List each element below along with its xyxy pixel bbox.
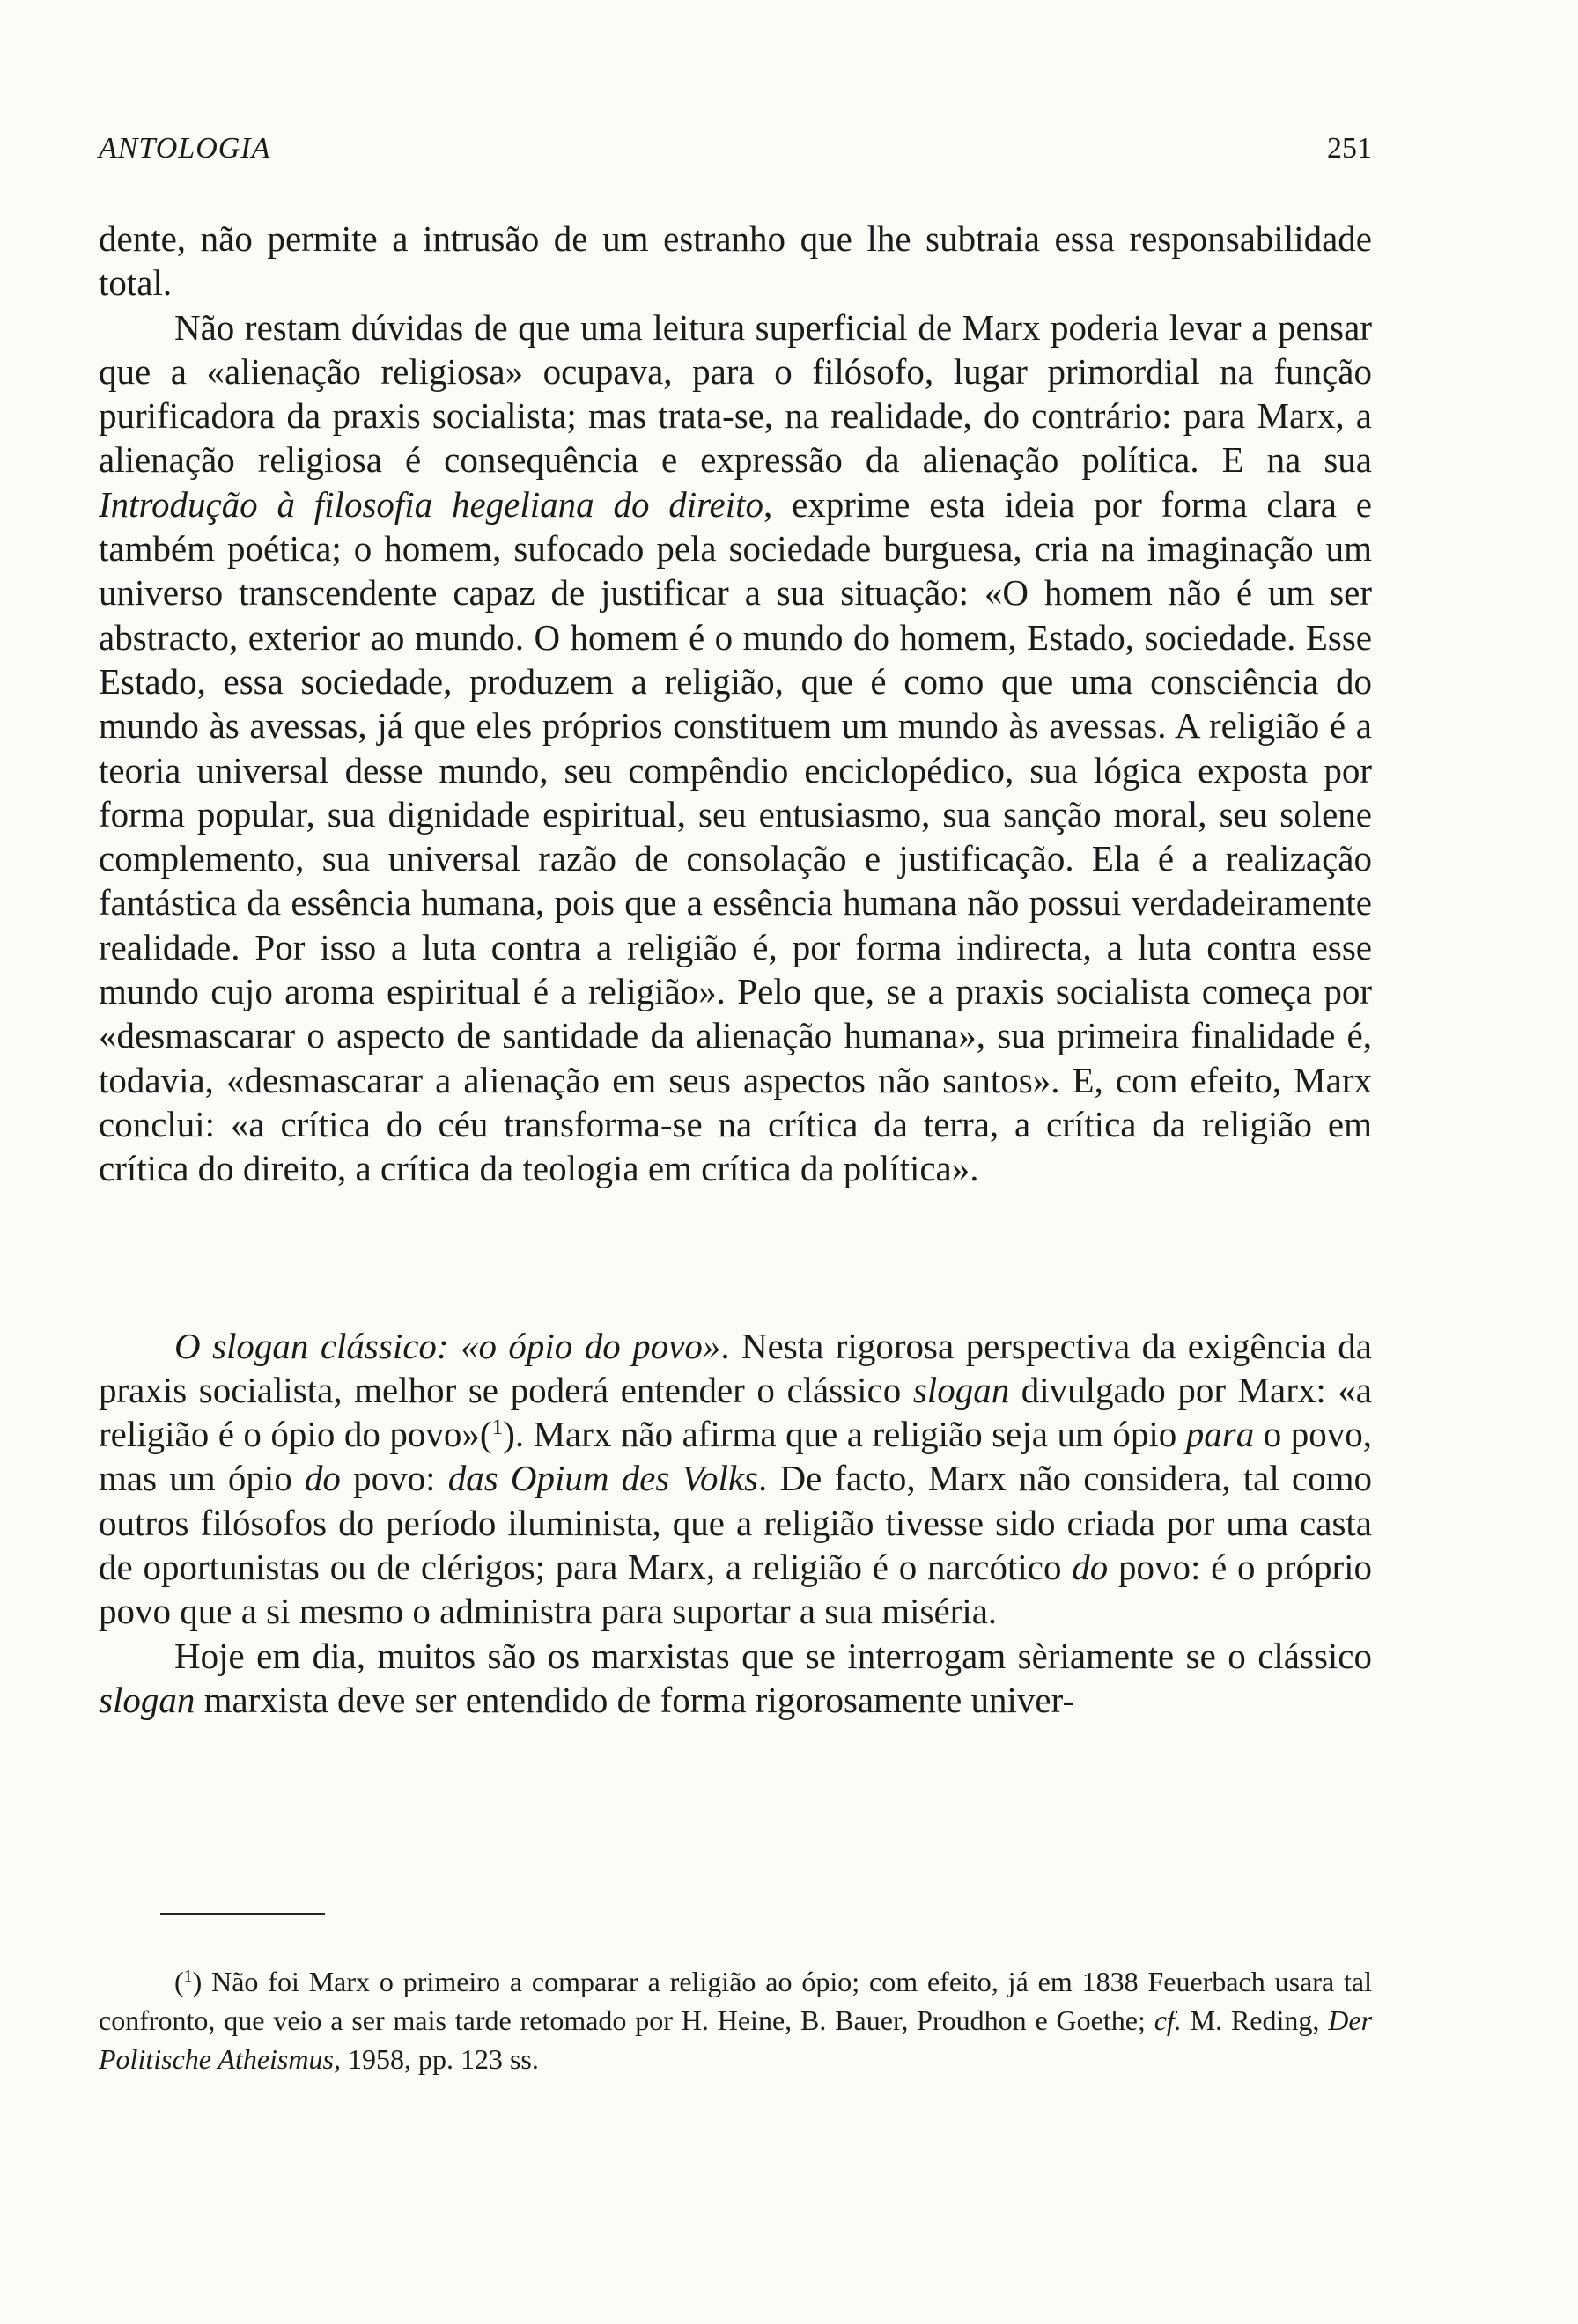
- paragraph: [99, 305, 1372, 1191]
- text-run: . De facto, Marx não considera, tal como outros filósofos do período iluminista, que a religião tivesse sido criada por uma casta de oportunistas ou de clérigos; para Marx, a religião é o narcótico: [99, 1458, 1372, 1588]
- text-run: . Nesta rigorosa perspectiva da exigência da praxis socialista, melhor se poderá entender o clássico: [99, 1325, 1372, 1410]
- text-run: M. Reding,: [1181, 2004, 1329, 2036]
- text-run: povo: é o próprio povo que a si mesmo o administra para suportar a sua miséria.: [99, 1547, 1372, 1632]
- footnote-marker: 1: [491, 1415, 504, 1440]
- italic-text: cf.: [1154, 2004, 1182, 2036]
- text-run: Não restam dúvidas de que uma leitura superficial de Marx poderia levar a pensar que a «alienação religiosa» ocupava, para o filósofo, lugar primordial na função purificadora da praxis socialista; mas trata-se, na realidade, do contrário: para Marx, a alienação religiosa é consequência e expressão da alienação política. E na sua: [99, 306, 1372, 481]
- page-number: 251: [1327, 132, 1372, 165]
- italic-text: slogan: [99, 1679, 195, 1720]
- text-run: , exprime esta ideia por forma clara e também poética; o homem, sufocado pela sociedade burguesa, cria na imaginação um universo transcendente capaz de justificar a sua situação: «O homem não é um ser abstracto, exterior ao mundo. O homem é o mundo do homem, Estado, sociedade. Esse Estado, essa sociedade, produzem a religião, que é como que uma consciência do mundo às avessas, já que eles próprios constituem um mundo às avessas. A religião é a teoria universal desse mundo, seu compêndio enciclopédico, sua lógica exposta por forma popular, sua dignidade espiritual, seu entusiasmo, sua sanção moral, seu solene complemento, sua universal razão de consolação e justificação. Ela é a realização fantástica da essência humana, pois que a essência humana não possui verdadeiramente realidade. Por isso a luta contra a religião é, por forma indirecta, a luta contra esse mundo cujo aroma espiritual é a religião». Pelo que, se a praxis socialista começa por «desmascarar o aspecto de santidade da alienação humana», sua primeira finalidade é, todavia, «desmascarar a alienação em seus aspectos não santos». E, com efeito, Marx conclui: «a crítica do céu transforma-se na crítica da terra, a crítica da religião em crítica do direito, a crítica da teologia em crítica da política».: [99, 483, 1372, 1189]
- italic-text: das Opium des Volks: [447, 1458, 759, 1499]
- italic-text: do: [304, 1458, 341, 1499]
- text-run: marxista deve ser entendido de forma rigorosamente univer-: [195, 1679, 1075, 1720]
- italic-text: para: [1185, 1414, 1255, 1455]
- text-run: povo:: [340, 1458, 448, 1499]
- text-run: Hoje em dia, muitos são os marxistas que se interrogam sèriamente se o clássico: [174, 1635, 1372, 1676]
- text-run: ) Não foi Marx o primeiro a comparar a religião ao ópio; com efeito, já em 1838 Feuerbach usara tal confronto, que veio a ser mais tarde retomado por H. Heine, B. Bauer, Proudhon e Goethe;: [99, 1966, 1372, 2036]
- italic-text: O slogan: [174, 1325, 321, 1366]
- footnote: [99, 1962, 1372, 2078]
- italic-text: Der Politische Atheismus: [99, 2004, 1373, 2075]
- italic-text: slogan: [912, 1369, 1010, 1410]
- text-run: (: [174, 1966, 184, 1997]
- text-run: o povo, mas um ópio: [99, 1414, 1372, 1499]
- text-run: ). Marx não afirma que a religião seja um ópio: [503, 1414, 1186, 1455]
- text-run: dente, não permite a intrusão de um estranho que lhe subtraia essa responsabilidade total.: [99, 218, 1372, 304]
- italic-text: Introdução à filosofia hegeliana do direito: [99, 483, 764, 525]
- italic-text: clássico: «o ópio do povo»: [320, 1325, 721, 1366]
- paragraph: [99, 1634, 1372, 1723]
- paragraph: [99, 217, 1372, 305]
- section-title: ANTOLOGIA: [99, 132, 271, 165]
- italic-text: do: [1072, 1547, 1109, 1588]
- footnote-marker: 1: [183, 1967, 193, 1987]
- footnote-divider: [160, 1913, 325, 1915]
- text-run: , 1958, pp. 123 ss.: [333, 2043, 539, 2075]
- running-head: [99, 132, 1372, 176]
- text-run: divulgado por Marx: «a religião é o ópio do povo»(: [99, 1369, 1373, 1455]
- section-break: [99, 1191, 1372, 1324]
- body-text: [99, 217, 1372, 1722]
- paragraph: [99, 1324, 1372, 1634]
